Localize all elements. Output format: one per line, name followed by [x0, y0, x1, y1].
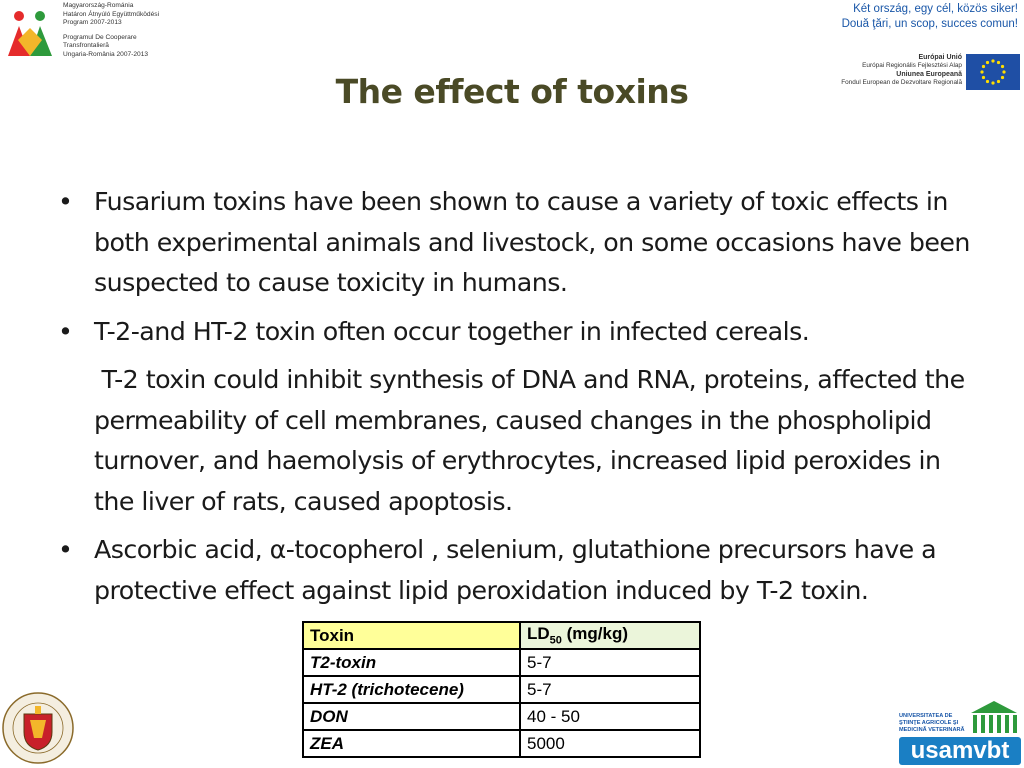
bullet-item [58, 312, 978, 353]
program-mark-icon [2, 6, 58, 62]
slogan: Két ország, egy cél, közös siker! Două ţări, un scop, succes comun! [841, 3, 1018, 30]
bullet-dot: • [58, 316, 73, 346]
bullet-item [58, 182, 978, 304]
table-row [303, 676, 700, 703]
header-ld50: $LD_{50}$ (mg/kg) [520, 622, 700, 649]
table-row [303, 730, 700, 757]
eu-star [991, 59, 994, 62]
program-logo [0, 0, 170, 70]
usamvbt-logo [897, 697, 1023, 767]
bullet-text: T-2-and HT-2 toxin often occur together in infected cereals. [94, 316, 810, 346]
header-toxin: Toxin [303, 622, 520, 649]
bullet-text: Ascorbic acid, α-tocopherol , selenium, glutathione precursors have a protective effect against lipid peroxidation induced by T-2 toxin. [94, 535, 937, 605]
bullet-dot: • [58, 187, 73, 216]
toxin-name: DON [303, 703, 520, 730]
building-icon [967, 699, 1021, 735]
table-row [303, 703, 700, 730]
eu-logo-text: Európai Unió Európai Regionális Fejlesztési Alap Uniunea Europeană Fondul European de Dezvoltare Regională [841, 54, 962, 87]
toxin-table [302, 621, 701, 758]
indented-paragraph: T-2 toxin could inhibit synthesis of DNA and RNA, proteins, affected the permeability of cell membranes, caused changes in the phospholipid turnover, and haemolysis of erythrocytes, increased lipid peroxides in the liver of rats, caused apoptosis. [94, 365, 973, 516]
toxin-name: ZEA [303, 730, 520, 757]
eu-star [982, 65, 985, 68]
program-logo-text: Magyarország-Románia Határon Átnyúló Együttműködési Program 2007-2013 Programul De Cooperare Transfrontalieră Ungaria-România 2007-2013 [63, 2, 160, 58]
bullet-item [58, 530, 978, 611]
eu-star [986, 61, 989, 64]
toxin-ld50: 5-7 [520, 676, 700, 703]
bullet-text: Fusarium toxins have been shown to cause a variety of toxic effects in both experimental animals and livestock, on some occasions have been suspected to cause toxicity in humans. [94, 187, 970, 297]
university-seal-icon [2, 690, 74, 766]
bullet-dot: • [58, 535, 73, 564]
table-header-row [303, 622, 700, 649]
usamvbt-text: UNIVERSITATEA DE ŞTIINŢE AGRICOLE ŞI MEDICINĂ VETERINARĂ [899, 713, 965, 733]
page-title: The effect of toxins [335, 72, 689, 111]
toxin-ld50: 5-7 [520, 649, 700, 676]
usamvbt-wordmark: usamvbt [899, 737, 1021, 765]
toxin-name: T2-toxin [303, 649, 520, 676]
toxin-name: HT-2 (trichotecene) [303, 676, 520, 703]
toxin-ld50: 5000 [520, 730, 700, 757]
eu-star [1001, 65, 1004, 68]
slide-content [58, 182, 978, 619]
eu-star [997, 61, 1000, 64]
table-row [303, 649, 700, 676]
toxin-ld50: 40 - 50 [520, 703, 700, 730]
